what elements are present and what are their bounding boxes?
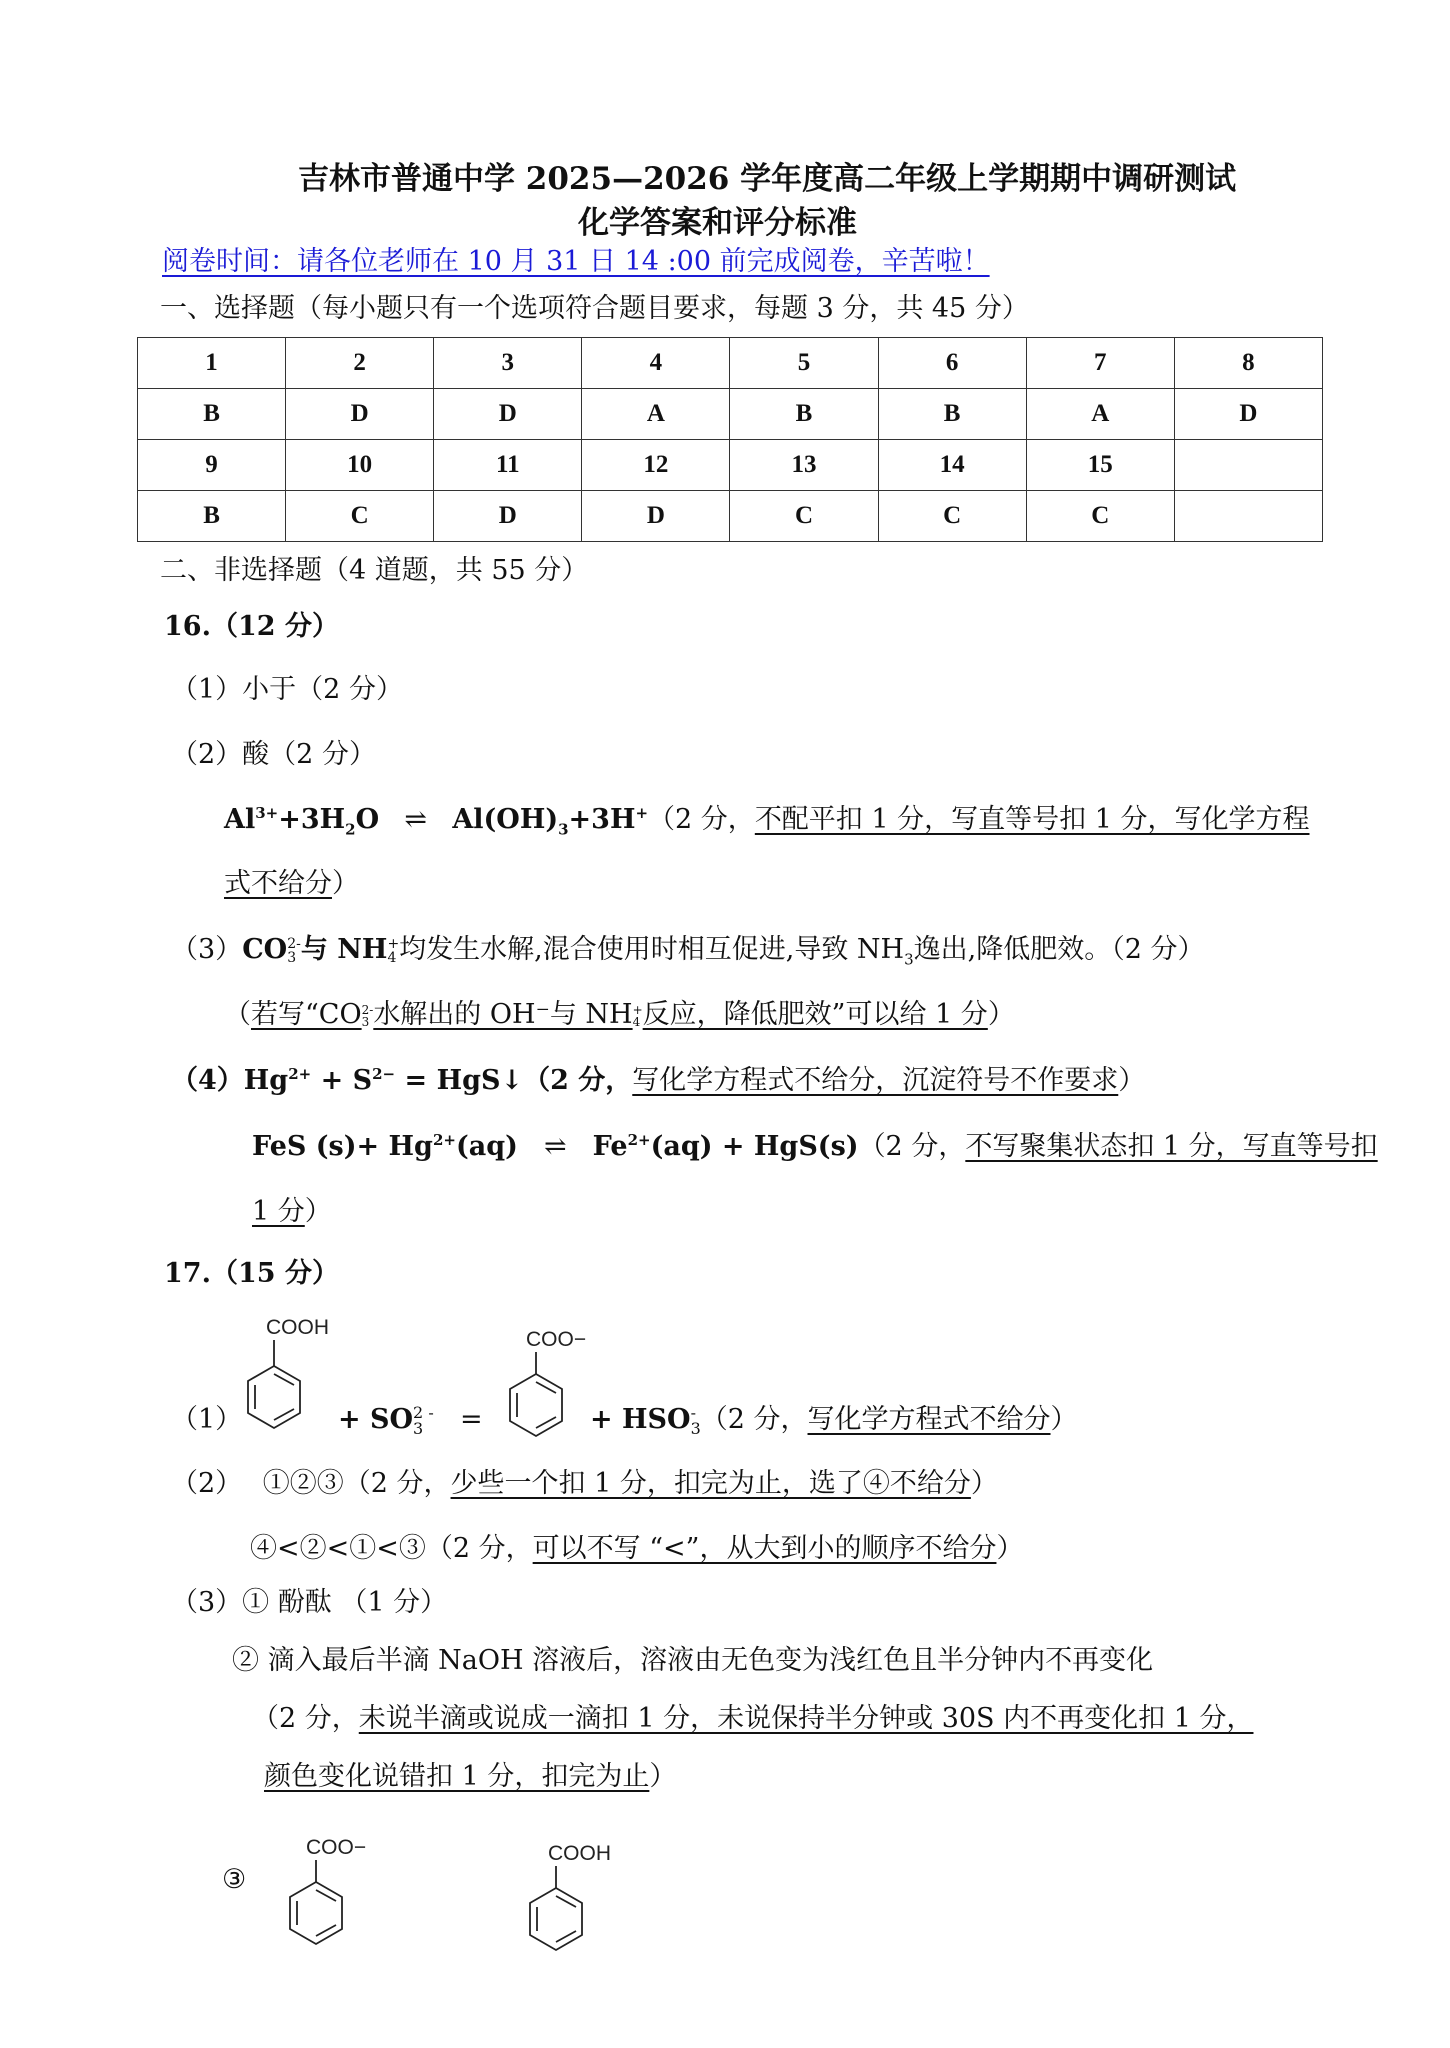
q16-part3	[171, 932, 1204, 968]
eq-text: CO	[242, 934, 288, 965]
note-underlined: 写化学方程式不给分	[807, 1404, 1051, 1435]
eq-text: FeS (s)+ Hg	[252, 1131, 433, 1162]
ion-sub: 3	[287, 949, 297, 966]
ion-charge	[287, 937, 301, 965]
ion-sup: +	[387, 935, 400, 952]
table-cell: B	[138, 389, 286, 440]
table-cell: D	[434, 491, 582, 542]
q17-title: 17.（15 分）	[164, 1258, 339, 1289]
table-cell: A	[582, 389, 730, 440]
note-text: （2 分，	[648, 804, 755, 835]
q16-part3-note	[224, 997, 1015, 1033]
eq-text: +3H	[278, 804, 346, 835]
q17-part3-2-note-cont	[264, 1759, 676, 1795]
table-cell: 11	[434, 440, 582, 491]
q17-part3-3-label: ③	[222, 1864, 247, 1895]
note-underlined: 不写聚集状态扣 1 分，写直等号扣	[965, 1131, 1378, 1162]
note-text: ）	[987, 999, 1015, 1030]
ion-sub: 3	[413, 1418, 424, 1438]
table-cell: 10	[286, 440, 434, 491]
note-text: （	[224, 999, 251, 1030]
table-cell: 7	[1026, 338, 1174, 389]
table-cell: C	[878, 491, 1026, 542]
eq-text: Al(OH)	[452, 804, 559, 835]
part-prefix: （3）	[171, 934, 243, 965]
note-text: ④<②<①<③（2 分，	[250, 1533, 533, 1564]
table-cell: 2	[286, 338, 434, 389]
note-text: ）	[1050, 1404, 1078, 1435]
q17-part3-1: （3）① 酚酞 （1 分）	[171, 1587, 448, 1618]
q16-part2-equation	[224, 802, 1310, 838]
ion-sup: 2 -	[413, 1402, 434, 1422]
eq-text: 与 NH	[300, 934, 388, 965]
table-row	[138, 338, 1323, 389]
q17-part1-prefix: （1）	[171, 1404, 243, 1435]
table-row	[138, 440, 1323, 491]
mol-label: COOH	[266, 1316, 329, 1339]
eq-text: +3H	[568, 804, 636, 835]
ion-charge	[362, 1004, 374, 1028]
ion-charge	[633, 1004, 643, 1028]
mol-label: COO−	[526, 1328, 587, 1351]
table-cell	[1174, 491, 1322, 542]
table-cell: C	[1026, 491, 1174, 542]
table-cell: D	[286, 389, 434, 440]
table-cell: B	[138, 491, 286, 542]
section1-heading: 一、选择题（每小题只有一个选项符合题目要求，每题 3 分，共 45 分）	[160, 293, 1029, 324]
note-text: （2 分，	[858, 1131, 966, 1162]
ion-sub: 4	[632, 1014, 641, 1029]
ion-sup: -	[690, 1402, 696, 1422]
eq-text: Fe	[583, 1131, 628, 1162]
note-underlined: 少些一个扣 1 分，扣完为止，选了④不给分	[450, 1468, 971, 1499]
note-underlined: 可以不写 “<”，从大到小的顺序不给分	[532, 1533, 997, 1564]
q17-part3-2-note	[252, 1701, 1253, 1737]
eq-sub: 2	[345, 820, 356, 839]
benzoic-acid-structure-icon	[238, 1310, 338, 1450]
ion-sup: 2-	[361, 1002, 374, 1017]
page-title: 吉林市普通中学 2025—2026 学年度高二年级上学期期中调研测试	[298, 161, 1237, 197]
q17-part1-equals: =	[460, 1404, 483, 1435]
page-subtitle: 化学答案和评分标准	[578, 205, 857, 241]
eq-sup: 2+	[627, 1131, 651, 1149]
eq-text: = HgS↓（2 分，	[395, 1065, 633, 1096]
ion-charge	[413, 1402, 434, 1438]
ion-sup: 2-	[287, 935, 301, 952]
q16-part2-note-cont	[224, 866, 359, 902]
eq-sub: 3	[904, 950, 914, 969]
note-text: ）	[304, 1196, 332, 1227]
q17-part1-sulfite	[338, 1402, 434, 1438]
eq-sup: 3+	[255, 804, 279, 822]
table-cell: 14	[878, 440, 1026, 491]
note-text: ）	[996, 1533, 1024, 1564]
eq-text: （4）Hg	[171, 1065, 289, 1096]
ion-charge	[690, 1402, 701, 1438]
ion-sub: 3	[690, 1418, 701, 1438]
table-cell: A	[1026, 389, 1174, 440]
note-underlined	[251, 999, 988, 1030]
note-underlined: 不配平扣 1 分，写直等号扣 1 分，写化学方程	[754, 804, 1310, 835]
mol-label: COOH	[548, 1842, 611, 1865]
q16-part4	[171, 1063, 1145, 1099]
eq-text: (aq) + HgS(s)	[650, 1131, 859, 1162]
benzoic-acid-structure-icon	[520, 1836, 620, 1976]
table-cell: 8	[1174, 338, 1322, 389]
section2-heading: 二、非选择题（4 道题，共 55 分）	[160, 555, 589, 586]
note-text: 若写“CO	[251, 999, 362, 1030]
table-cell: D	[582, 491, 730, 542]
benzoate-structure-icon	[280, 1830, 380, 1970]
table-cell: 9	[138, 440, 286, 491]
table-cell: 3	[434, 338, 582, 389]
q17-part2	[171, 1466, 998, 1502]
q16-part4-equilibrium	[252, 1129, 1378, 1165]
note-text: 逸出,降低肥效。（2 分）	[913, 934, 1205, 965]
eq-text: + S	[311, 1065, 373, 1096]
note-underlined: 1 分	[252, 1196, 305, 1227]
ion-sub: 3	[361, 1014, 370, 1029]
note-underlined: 颜色变化说错扣 1 分，扣完为止	[264, 1761, 650, 1792]
grading-deadline-notice: 阅卷时间：请各位老师在 10 月 31 日 14 :00 前完成阅卷，辛苦啦！	[162, 246, 990, 277]
answer-table	[137, 337, 1323, 542]
note-text: 均发生水解,混合使用时相互促进,导致 NH	[399, 934, 905, 965]
part-prefix: （2）	[171, 1468, 243, 1499]
table-cell: 5	[730, 338, 878, 389]
q17-part3-2: ② 滴入最后半滴 NaOH 溶液后，溶液由无色变为浅红色且半分钟内不再变化	[232, 1645, 1154, 1676]
equilibrium-arrow-icon: ⇌	[404, 804, 428, 835]
ion-sup: +	[632, 1002, 643, 1017]
table-cell: 15	[1026, 440, 1174, 491]
note-text: （2 分，	[700, 1404, 808, 1435]
note-text: 反应，降低肥效”可以给 1 分	[642, 999, 988, 1030]
table-cell: B	[878, 389, 1026, 440]
table-cell: D	[434, 389, 582, 440]
note-underlined: 式不给分	[224, 868, 332, 899]
eq-sup: +	[635, 804, 649, 822]
note-text: ）	[332, 868, 359, 899]
eq-text: + SO	[338, 1404, 414, 1435]
table-cell: 6	[878, 338, 1026, 389]
eq-sup: 2+	[288, 1065, 312, 1083]
note-text: ）	[649, 1761, 677, 1792]
q16-part1: （1）小于（2 分）	[171, 674, 403, 705]
note-underlined: 未说半滴或说成一滴扣 1 分，未说保持半分钟或 30S 内不再变化扣 1 分，	[358, 1703, 1254, 1734]
table-row	[138, 491, 1323, 542]
table-cell: B	[730, 389, 878, 440]
eq-sup: 2−	[372, 1065, 396, 1083]
benzoate-structure-icon	[500, 1322, 600, 1462]
q17-part2-order	[250, 1531, 1023, 1567]
eq-sup: 2+	[432, 1131, 456, 1149]
eq-text: Al	[224, 804, 256, 835]
mol-label: COO−	[306, 1836, 367, 1859]
note-text: 水解出的 OH⁻与 NH	[373, 999, 633, 1030]
note-text: ①②③（2 分，	[262, 1468, 451, 1499]
table-cell: 4	[582, 338, 730, 389]
eq-text: O	[355, 804, 380, 835]
q16-part2: （2）酸（2 分）	[171, 739, 376, 770]
q17-part1-product	[590, 1402, 1078, 1438]
table-cell: C	[730, 491, 878, 542]
note-text: （2 分，	[252, 1703, 359, 1734]
eq-text: + HSO	[590, 1404, 691, 1435]
note-text: ）	[970, 1468, 998, 1499]
note-text: ）	[1118, 1065, 1146, 1096]
table-row	[138, 389, 1323, 440]
q16-title: 16.（12 分）	[164, 611, 339, 642]
table-cell: D	[1174, 389, 1322, 440]
ion-sub: 4	[387, 949, 397, 966]
note-underlined: 写化学方程式不给分，沉淀符号不作要求	[632, 1065, 1119, 1096]
table-cell: 13	[730, 440, 878, 491]
eq-text: (aq)	[455, 1131, 528, 1162]
table-cell	[1174, 440, 1322, 491]
table-cell: 12	[582, 440, 730, 491]
ion-charge	[387, 937, 399, 965]
equilibrium-arrow-icon: ⇌	[543, 1131, 567, 1162]
table-cell: C	[286, 491, 434, 542]
q16-part4-note-cont	[252, 1194, 332, 1230]
eq-sub: 3	[558, 820, 569, 839]
table-cell: 1	[138, 338, 286, 389]
